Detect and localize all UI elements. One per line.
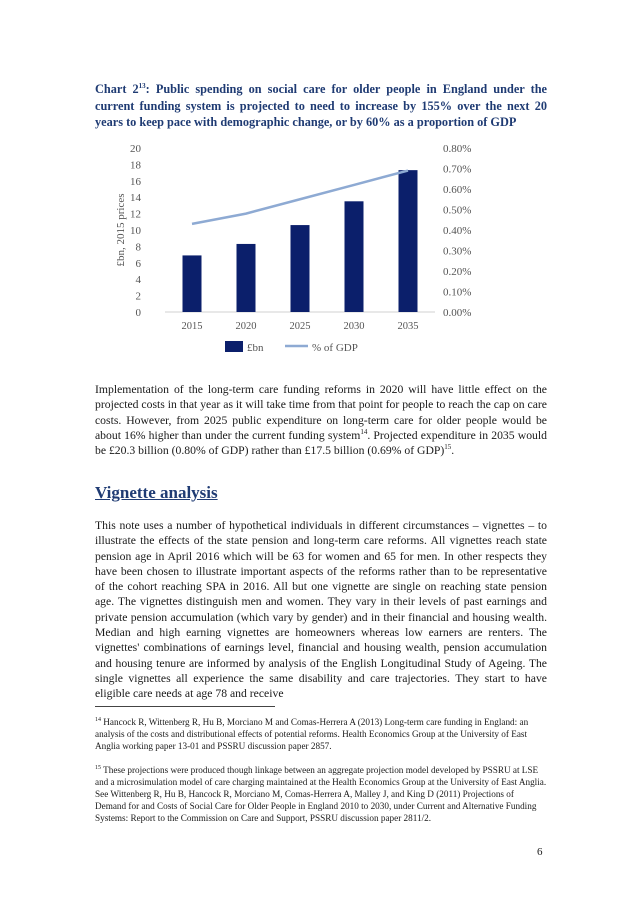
footnote-15: [95, 762, 547, 824]
y2-tick-label: 0.40%: [443, 225, 472, 237]
caption-prefix: Chart 2: [95, 82, 139, 97]
bar-2030: [345, 201, 364, 312]
footnote-ref-14[interactable]: 14: [360, 428, 368, 436]
paragraph-reforms-text-b: . Projected expenditure in 2035 would be £20.3 billion (0.80% of GDP) rather than £17.5 billion (0.69% of GDP): [95, 428, 547, 458]
x-tick-label: 2035: [397, 321, 419, 332]
paragraph-reforms-text-c: .: [451, 444, 455, 458]
y2-tick-label: 0.70%: [443, 163, 472, 176]
x-tick-label: 2030: [343, 321, 365, 332]
bar-2025: [291, 225, 310, 312]
footnote-number: 15: [95, 765, 101, 771]
bar-2020: [237, 244, 256, 312]
x-tick-label: 2025: [289, 321, 311, 332]
y-tick-label: 6: [135, 257, 141, 270]
y-tick-label: 4: [135, 274, 141, 287]
y-tick-label: 14: [130, 192, 141, 205]
legend-label-bn: £bn: [247, 342, 264, 354]
y-tick-label: 20: [130, 143, 141, 155]
spending-chart: [95, 135, 547, 365]
bar-2035: [399, 170, 418, 312]
y-axis-title: £bn, 2015 prices: [115, 193, 127, 267]
y2-tick-label: 0.00%: [443, 307, 472, 319]
y2-tick-label: 0.10%: [443, 286, 472, 299]
y-tick-label: 0: [135, 307, 141, 319]
paragraph-reforms: [95, 382, 547, 458]
section-heading: Vignette analysis: [95, 483, 218, 502]
legend-swatch-bn: [225, 341, 243, 352]
y2-tick-label: 0.50%: [443, 204, 472, 217]
footnote-text: Hancock R, Wittenberg R, Hu B, Morciano M and Comas-Herrera A (2013) Long-term care funding in England: an analysis of the costs and distributional effects of potential reforms. Health Economics Group at the University of East Anglia working paper 13-01 and PSSRU discussion paper 2857.: [95, 717, 529, 752]
y2-tick-label: 0.80%: [443, 143, 472, 155]
footnote-ref-15[interactable]: 15: [444, 443, 452, 452]
y-tick-label: 18: [130, 159, 141, 172]
bar-2015: [183, 255, 202, 312]
footnote-text: These projections were produced though linkage between an aggregate projection model developed by PSSRU at LSE and a microsimulation model of care charging maintained at the Health Economics Group at the University of East Anglia. See Wittenberg R, Hu B, Hancock R, Morciano M, Comas-Herrera A, Malley J, and King D (2011) Projections of Demand for and Costs of Social Care for Older People in England 2010 to 2030, under Current and Alternative Funding Systems: Report to the Commission on Care and Support, PSSRU discussion paper 2811/2.: [95, 765, 547, 824]
y-tick-label: 16: [130, 175, 141, 188]
gdp-share-line: [192, 171, 408, 224]
y2-tick-label: 0.60%: [443, 184, 472, 196]
x-tick-label: 2015: [181, 321, 203, 332]
legend-label-gdp: % of GDP: [312, 342, 358, 354]
footnote-14: [95, 714, 547, 752]
x-tick-label: 2020: [235, 321, 257, 332]
paragraph-reforms-text-a: Implementation of the long-term care funding reforms in 2020 will have little effect on the projected costs in that year as it will take time from that point for people to reach the cap on care costs. However, from 2025 public expenditure on long-term care for older people would be about 16% higher than under the current funding system: [95, 383, 547, 442]
page-number: 6: [537, 846, 543, 858]
y-tick-label: 12: [130, 208, 141, 221]
y-tick-label: 8: [135, 241, 141, 254]
y-tick-label: 2: [135, 290, 141, 303]
y-tick-label: 10: [130, 225, 141, 237]
y2-tick-label: 0.30%: [443, 245, 472, 258]
caption-text: : Public spending on social care for older people in England under the current funding system is projected to need to increase by 155% over the next 20 years to keep pace with demographic change, or by 60% as a proportion of GDP: [95, 82, 547, 130]
chart-caption: [95, 78, 547, 131]
y2-tick-label: 0.20%: [443, 266, 472, 278]
footnote-divider: [95, 706, 275, 707]
footnote-number: 14: [95, 717, 101, 723]
caption-footnote-ref[interactable]: 13: [138, 82, 146, 90]
paragraph-vignettes: This note uses a number of hypothetical individuals in different circumstances – vignettes – to illustrate the effects of the state pension and long-term care reforms. All vignettes reach state pension age in April 2016 which will be 63 for women and 65 for men. In other respects they have been chosen to illustrate important aspects of the reforms rather than to be representative of the cohort reaching SPA in 2016. All but one vignette are single on reaching state pension age. The vignettes distinguish men and women. They vary in their levels of past earnings and private pension accumulation (which vary by gender) and in their financial and housing wealth. Median and high earning vignettes are homeowners whereas low earners are renters. The vignettes' combinations of earnings level, financial and housing wealth, pension accumulation and housing tenure are informed by analysis of the English Longitudinal Study of Ageing. The single vignettes all experience the same disability and care trajectories. They start to have eligible care needs at age 78 and receive: [95, 519, 547, 701]
